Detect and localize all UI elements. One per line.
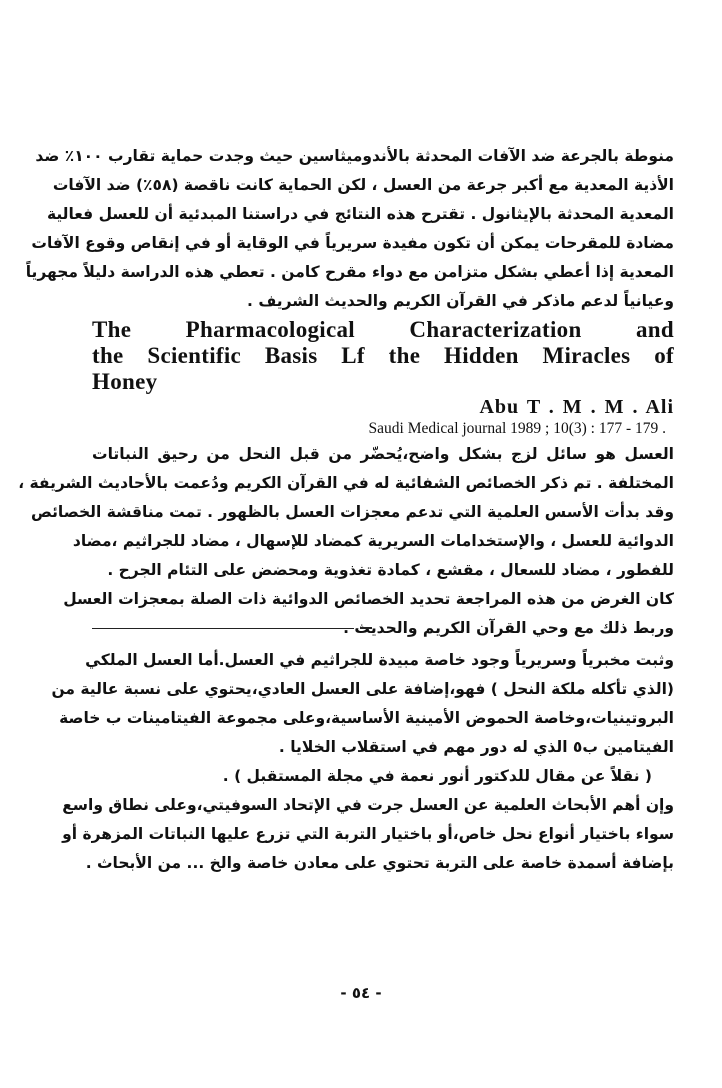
body-line: الفيتامين ب٥ الذي له دور مهم في استقلاب الخلايا . (278, 738, 674, 756)
body-line: منوطة بالجرعة ضد الآفات المحدثة بالأندوميثاسين حيث وجدت حماية تقارب ١٠٠٪ ضد (35, 147, 674, 165)
body-line: مضادة للمقرحات يمكن أن تكون مفيدة سريرياً في الوقاية أو في إنقاص وقوع الآفات (31, 234, 674, 252)
body-line: وعيانياً لدعم ماذكر في القرآن الكريم والحديث الشريف . (247, 292, 674, 310)
article-author: Abu T . M . M . Ali (479, 396, 674, 418)
body-line: وإن أهم الأبحاث العلمية عن العسل جرت في الإتحاد السوفيتي،وعلى نطاق واسع (62, 796, 674, 814)
article-title-line: The Pharmacological Characterization and (92, 317, 674, 342)
body-line: الدوائية للعسل ، والإستخدامات السريرية كمضاد للإسهال ، مضاد للجراثيم ،مضاد (72, 532, 674, 550)
body-line: الأذية المعدية مع أكبر جرعة من العسل ، لكن الحماية كانت ناقصة (٥٨٪) ضد الآفات (52, 176, 674, 194)
body-line: بإضافة أسمدة خاصة على التربة تحتوي على معادن خاصة والخ ... من الأبحاث . (85, 854, 674, 872)
quote-line: ( نقلاً عن مقال للدكتور أنور نعمة في مجلة المستقبل ) . (222, 767, 652, 785)
body-line: سواء باختيار أنواع نحل خاص،أو باختيار التربة التي تزرع عليها النباتات المزهرة أو (62, 825, 674, 843)
body-line: المختلفة . تم ذكر الخصائص الشفائية له في القرآن الكريم ودُعمت بالأحاديث الشريفة ، (18, 474, 674, 492)
body-line: كان الغرض من هذه المراجعة تحديد الخصائص الدوائية ذات الصلة بمعجزات العسل (63, 590, 674, 608)
body-line: (الذي تأكله ملكة النحل ) فهو،إضافة على العسل العادي،يحتوي على نسبة عالية من (51, 680, 674, 698)
body-line: للفطور ، مضاد للسعال ، مقشع ، كمادة تغذوية ومحضض على التئام الجرح . (107, 561, 674, 579)
body-line: المعدية المحدثة بالإيثانول . تقترح هذه النتائج في دراستنا المبدئية أن للعسل فعالية (46, 205, 674, 223)
separator-dash (360, 627, 372, 629)
separator-rule (92, 628, 354, 629)
body-line: البروتينيات،وخاصة الحموض الأمينية الأساسية،وعلى مجموعة الفيتامينات ب خاصة (59, 709, 674, 727)
body-line: وربط ذلك مع وحي القرآن الكريم والحديث . (343, 619, 674, 637)
body-line: وقد بدأت الأسس العلمية التي تدعم معجزات العسل بالظهور . تمت مناقشة الخصائص (30, 503, 674, 521)
body-line: المعدية إذا أعطي بشكل متزامن مع دواء مقرح كامن . تعطي هذه الدراسة دليلاً مجهرياً (25, 263, 674, 281)
body-line: العسل هو سائل لزج بشكل واضح،يُحضّر من قبل النحل من رحيق النباتات (92, 445, 674, 463)
article-title-line: Honey (92, 369, 158, 394)
article-title-line: the Scientific Basis Lf the Hidden Miracles of (92, 343, 674, 368)
body-line: وثبت مخبرياً وسريرياً وجود خاصة مبيدة للجراثيم في العسل.أما العسل الملكي (85, 651, 674, 669)
page-number: - ٥٤ - (340, 984, 382, 1002)
article-citation: Saudi Medical journal 1989 ; 10(3) : 177 - 179 . (368, 420, 666, 437)
